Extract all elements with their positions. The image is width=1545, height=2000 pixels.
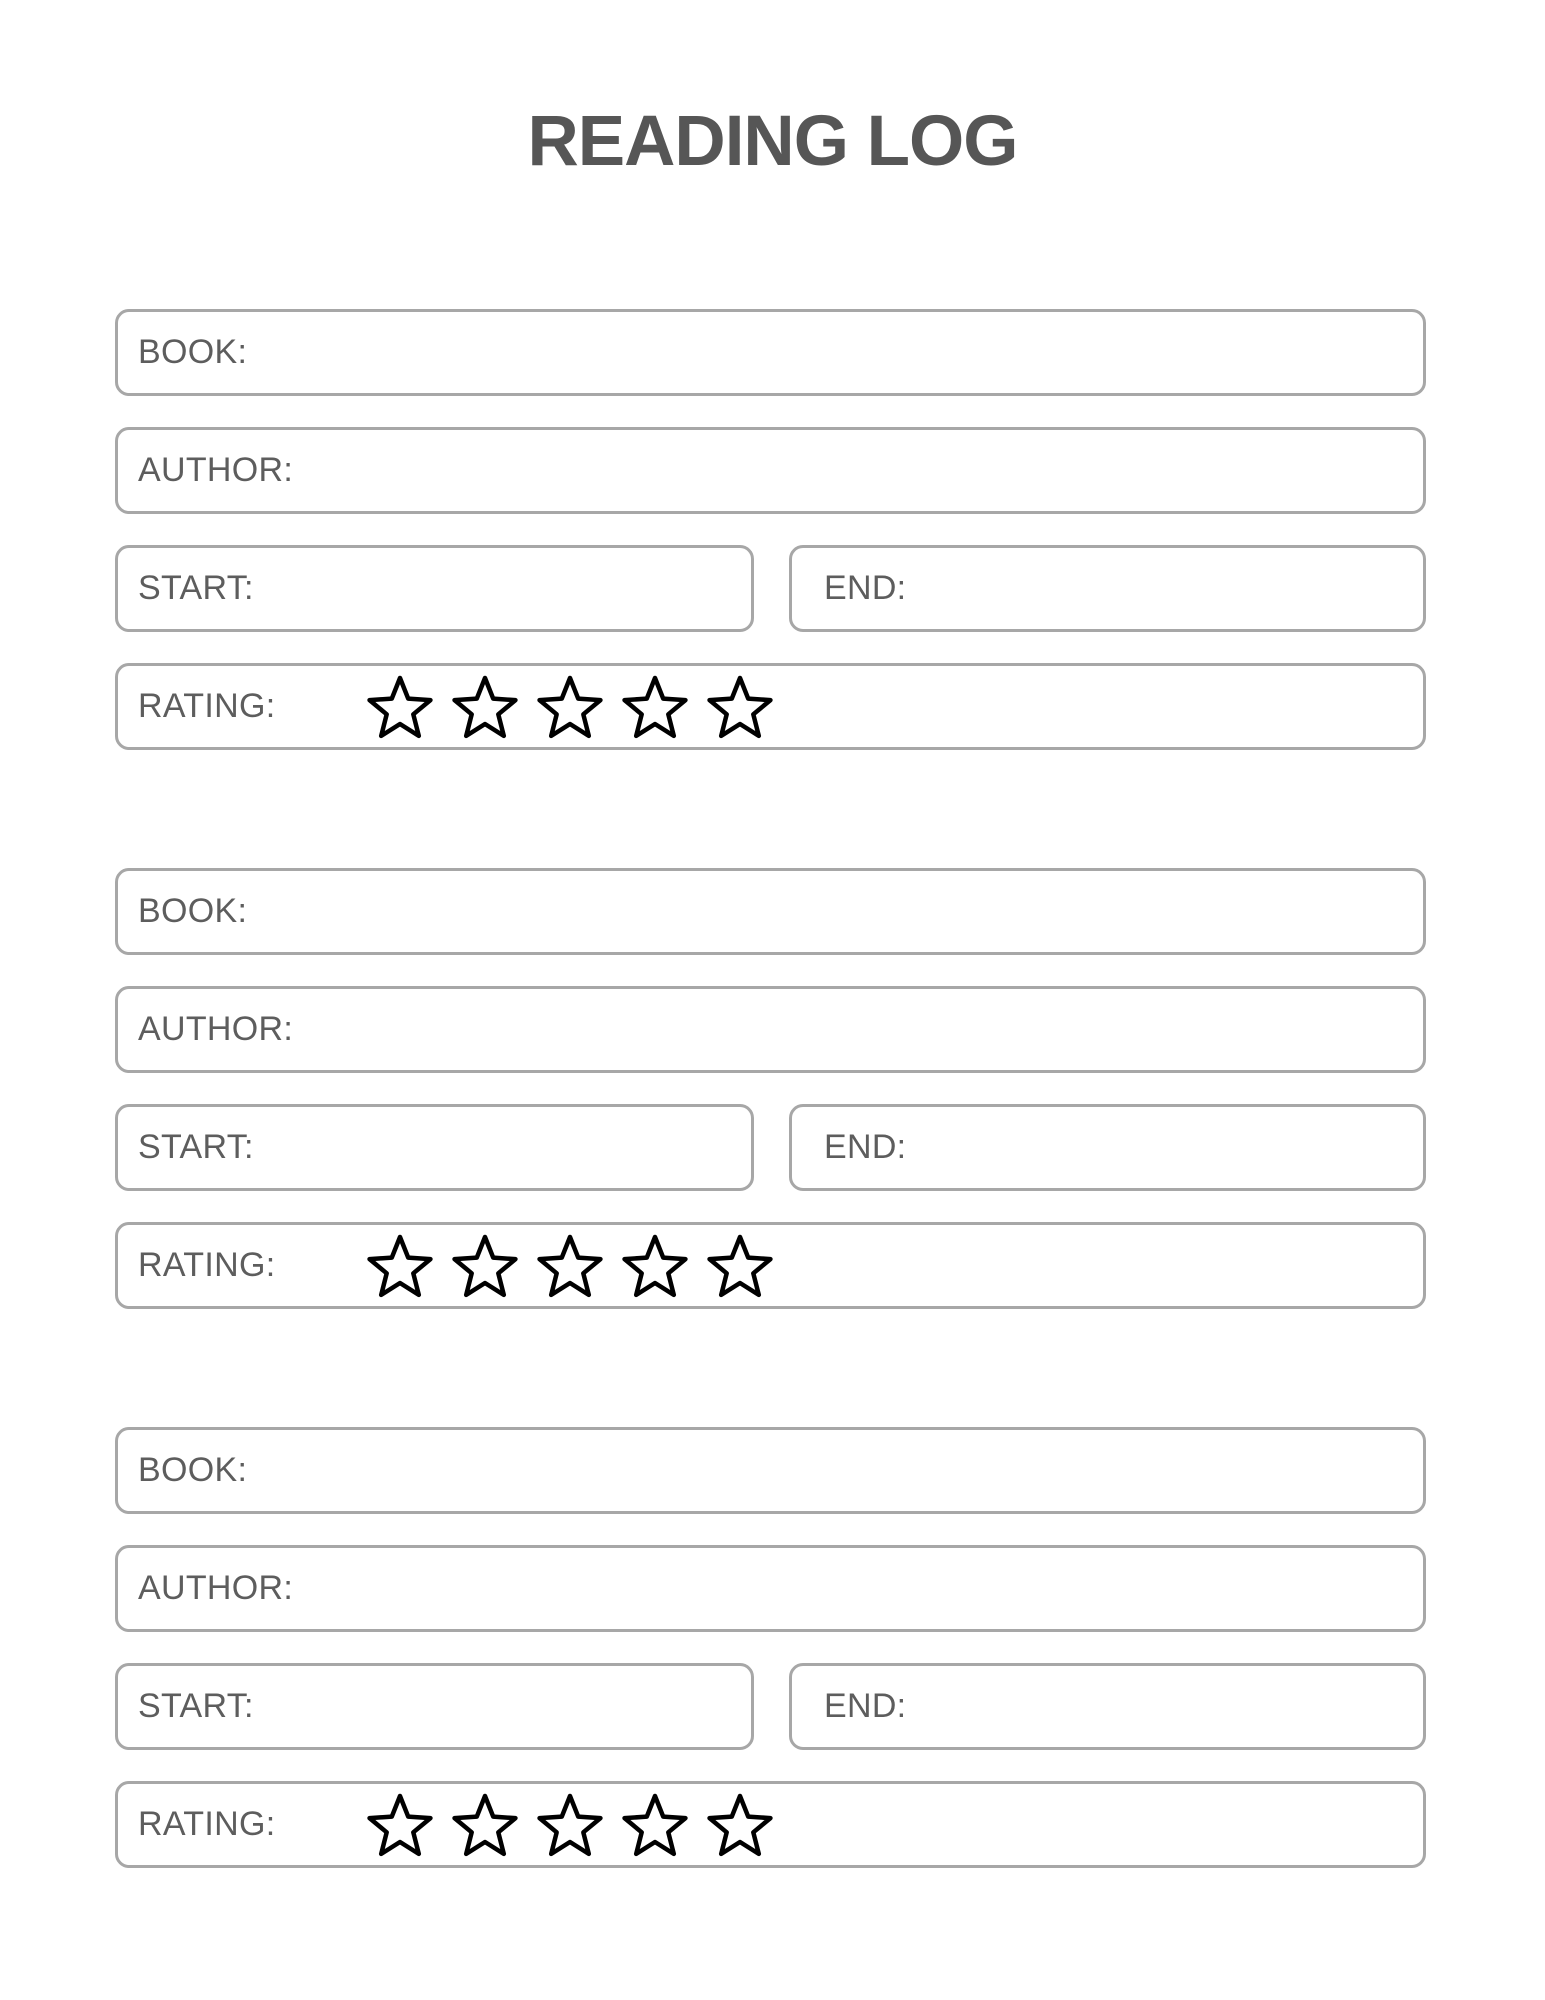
book-label: BOOK: bbox=[138, 333, 248, 371]
end-date-field[interactable] bbox=[789, 1663, 1426, 1750]
rating-field bbox=[115, 663, 1426, 750]
star-outline-icon[interactable] bbox=[536, 674, 604, 742]
book-label: BOOK: bbox=[138, 892, 248, 930]
end-label: END: bbox=[824, 569, 907, 607]
book-label: BOOK: bbox=[138, 1451, 248, 1489]
author-label: AUTHOR: bbox=[138, 1010, 294, 1048]
rating-label: RATING: bbox=[138, 1246, 276, 1284]
star-rating bbox=[366, 1792, 774, 1860]
star-outline-icon[interactable] bbox=[366, 1792, 434, 1860]
end-date-field[interactable] bbox=[789, 545, 1426, 632]
star-outline-icon[interactable] bbox=[451, 1792, 519, 1860]
start-label: START: bbox=[138, 569, 254, 607]
start-date-field[interactable] bbox=[115, 1104, 754, 1191]
start-label: START: bbox=[138, 1687, 254, 1725]
end-label: END: bbox=[824, 1128, 907, 1166]
page-title: READING LOG bbox=[527, 102, 1018, 181]
end-label: END: bbox=[824, 1687, 907, 1725]
star-outline-icon[interactable] bbox=[706, 674, 774, 742]
author-label: AUTHOR: bbox=[138, 1569, 294, 1607]
star-outline-icon[interactable] bbox=[366, 1233, 434, 1301]
star-outline-icon[interactable] bbox=[621, 1792, 689, 1860]
author-field[interactable] bbox=[115, 1545, 1426, 1632]
author-field[interactable] bbox=[115, 986, 1426, 1073]
star-outline-icon[interactable] bbox=[706, 1792, 774, 1860]
star-outline-icon[interactable] bbox=[451, 1233, 519, 1301]
author-field[interactable] bbox=[115, 427, 1426, 514]
star-outline-icon[interactable] bbox=[621, 1233, 689, 1301]
start-date-field[interactable] bbox=[115, 1663, 754, 1750]
rating-field bbox=[115, 1781, 1426, 1868]
start-date-field[interactable] bbox=[115, 545, 754, 632]
star-outline-icon[interactable] bbox=[536, 1233, 604, 1301]
end-date-field[interactable] bbox=[789, 1104, 1426, 1191]
book-field[interactable] bbox=[115, 1427, 1426, 1514]
rating-label: RATING: bbox=[138, 687, 276, 725]
book-field[interactable] bbox=[115, 868, 1426, 955]
start-label: START: bbox=[138, 1128, 254, 1166]
rating-field bbox=[115, 1222, 1426, 1309]
star-outline-icon[interactable] bbox=[451, 674, 519, 742]
rating-label: RATING: bbox=[138, 1805, 276, 1843]
star-outline-icon[interactable] bbox=[536, 1792, 604, 1860]
author-label: AUTHOR: bbox=[138, 451, 294, 489]
book-field[interactable] bbox=[115, 309, 1426, 396]
star-outline-icon[interactable] bbox=[706, 1233, 774, 1301]
star-rating bbox=[366, 1233, 774, 1301]
star-outline-icon[interactable] bbox=[366, 674, 434, 742]
star-outline-icon[interactable] bbox=[621, 674, 689, 742]
star-rating bbox=[366, 674, 774, 742]
